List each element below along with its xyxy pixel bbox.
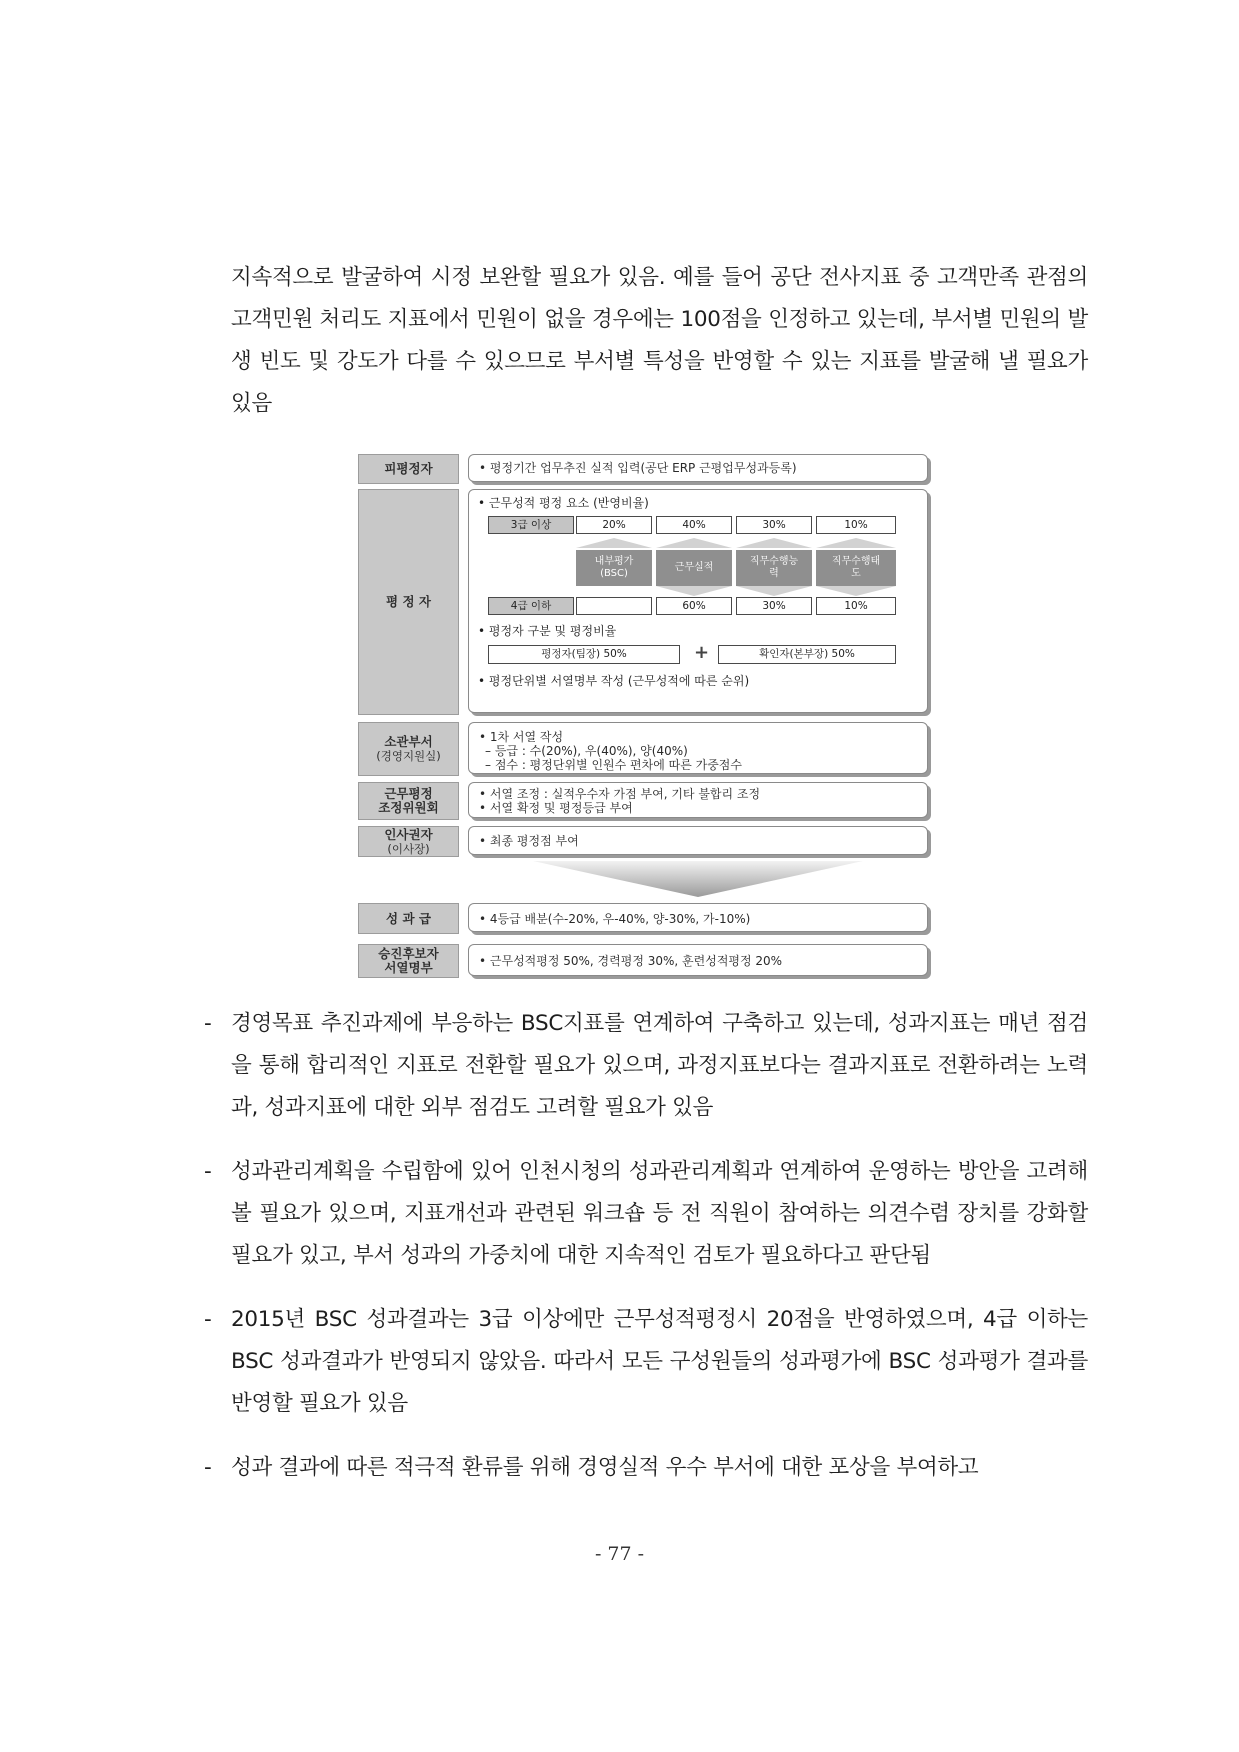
- chevron-up-icon: [816, 538, 896, 548]
- plus-icon: +: [694, 642, 710, 663]
- stage-label-bonus: 성 과 급: [358, 903, 459, 934]
- stage-label-evaluatee: 피평정자: [358, 454, 459, 484]
- stage-box-promotion-list: • 근무성적평정 50%, 경력평정 30%, 훈련성적평정 20%: [468, 944, 928, 976]
- grade-4-lower-label: 4급 이하: [488, 597, 574, 615]
- bullet-item: - 성과 결과에 따른 적극적 환류를 위해 경영실적 우수 부서에 대한 포상을 부여하고: [204, 1455, 979, 1480]
- intro-paragraph: 지속적으로 발굴하여 시정 보완할 필요가 있음. 예를 들어 공단 전사지표 중 고객만족 관점의 고객민원 처리도 지표에서 민원이 없을 경우에는 100점을 인정하고 있는데, 부서별 민원의 발생 빈도 및 강도가 다를 수 있으므로 부서별 특성을 반영할 수 있는 지표를 발굴해 낼 필요가 있음: [231, 265, 1088, 416]
- bullet-item: - 경영목표 추진과제에 부응하는 BSC지표를 연계하여 구축하고 있는데, 성과지표는 매년 점검을 통해 합리적인 지표로 전환할 필요가 있으며, 과정지표보다는 결과지표로 전환하려는 노력과, 성과지표에 대한 외부 점검도 고려할 필요가 있음: [204, 1011, 1088, 1120]
- ranking-line: • 평정단위별 서열명부 작성 (근무성적에 따른 순위): [478, 674, 750, 688]
- factor-tile-ability: 직무수행능 력: [736, 550, 812, 586]
- stage-label-committee: 근무평정 조정위원회: [358, 782, 459, 820]
- chevron-down-icon: [736, 586, 812, 596]
- stage-box-evaluatee: • 평정기간 업무추진 실적 입력(공단 ERP 근평업무성과등록): [468, 454, 928, 482]
- weight-cell: 20%: [576, 516, 652, 534]
- chevron-up-icon: [656, 538, 732, 548]
- weight-cell: 30%: [736, 516, 812, 534]
- down-arrow-icon: [533, 861, 863, 899]
- chevron-down-icon: [816, 586, 896, 596]
- evaluator-ratio-heading: • 평정자 구분 및 평정비율: [478, 624, 617, 638]
- bullet-item: - 2015년 BSC 성과결과는 3급 이상에만 근무성적평정시 20점을 반영하였으며, 4급 이하는 BSC 성과결과가 반영되지 않았음. 따라서 모든 구성원들의 성과평가에 BSC 성과평가 결과를 반영할 필요가 있음: [204, 1307, 1088, 1416]
- evaluator-headquarters: 확인자(본부장) 50%: [718, 645, 896, 664]
- weight-cell: 10%: [816, 516, 896, 534]
- stage-label-appointer: 인사권자 (이사장): [358, 826, 459, 857]
- chevron-up-icon: [576, 538, 652, 548]
- stage-box-appointer: • 최종 평정점 부여: [468, 826, 928, 855]
- bullet-item: - 성과관리계획을 수립함에 있어 인천시청의 성과관리계획과 연계하여 운영하는 방안을 고려해 볼 필요가 있으며, 지표개선과 관련된 워크숍 등 전 직원이 참여하는 의견수렴 장치를 강화할 필요가 있고, 부서 성과의 가중치에 대한 지속적인 검토가 필요하다고 판단됨: [204, 1159, 1088, 1268]
- chevron-up-icon: [736, 538, 812, 548]
- weight-cell: 30%: [736, 597, 812, 615]
- stage-label-promotion-list: 승진후보자 서열명부: [358, 944, 459, 978]
- stage-box-department: • 1차 서열 작성 – 등급 : 수(20%), 우(40%), 양(40%) – 점수 : 평정단위별 인원수 편차에 따른 가중점수: [468, 722, 928, 774]
- weight-cell: 40%: [656, 516, 732, 534]
- stage-box-bonus: • 4등급 배분(수-20%, 우-40%, 양-30%, 가-10%): [468, 903, 928, 932]
- page-number: - 77 -: [594, 1543, 645, 1565]
- evaluation-factors-heading: • 근무성적 평정 요소 (반영비율): [478, 496, 649, 510]
- chevron-down-icon: [656, 586, 732, 596]
- weight-cell: 10%: [816, 597, 896, 615]
- weight-cell: 60%: [656, 597, 732, 615]
- factor-tile-performance: 근무실적: [656, 550, 732, 586]
- factor-tile-attitude: 직무수행태 도: [816, 550, 896, 586]
- grade-3-upper-label: 3급 이상: [488, 516, 574, 534]
- weight-cell-empty: [576, 597, 652, 615]
- evaluator-team-leader: 평정자(팀장) 50%: [488, 645, 680, 664]
- stage-label-department: 소관부서 (경영지원실): [358, 722, 459, 776]
- stage-label-evaluator: 평 정 자: [358, 489, 459, 715]
- stage-box-committee: • 서열 조정 : 실적우수자 가점 부여, 기타 불합리 조정 • 서열 확정 및 평정등급 부여: [468, 782, 928, 818]
- factor-tile-bsc: 내부평가 (BSC): [576, 550, 652, 586]
